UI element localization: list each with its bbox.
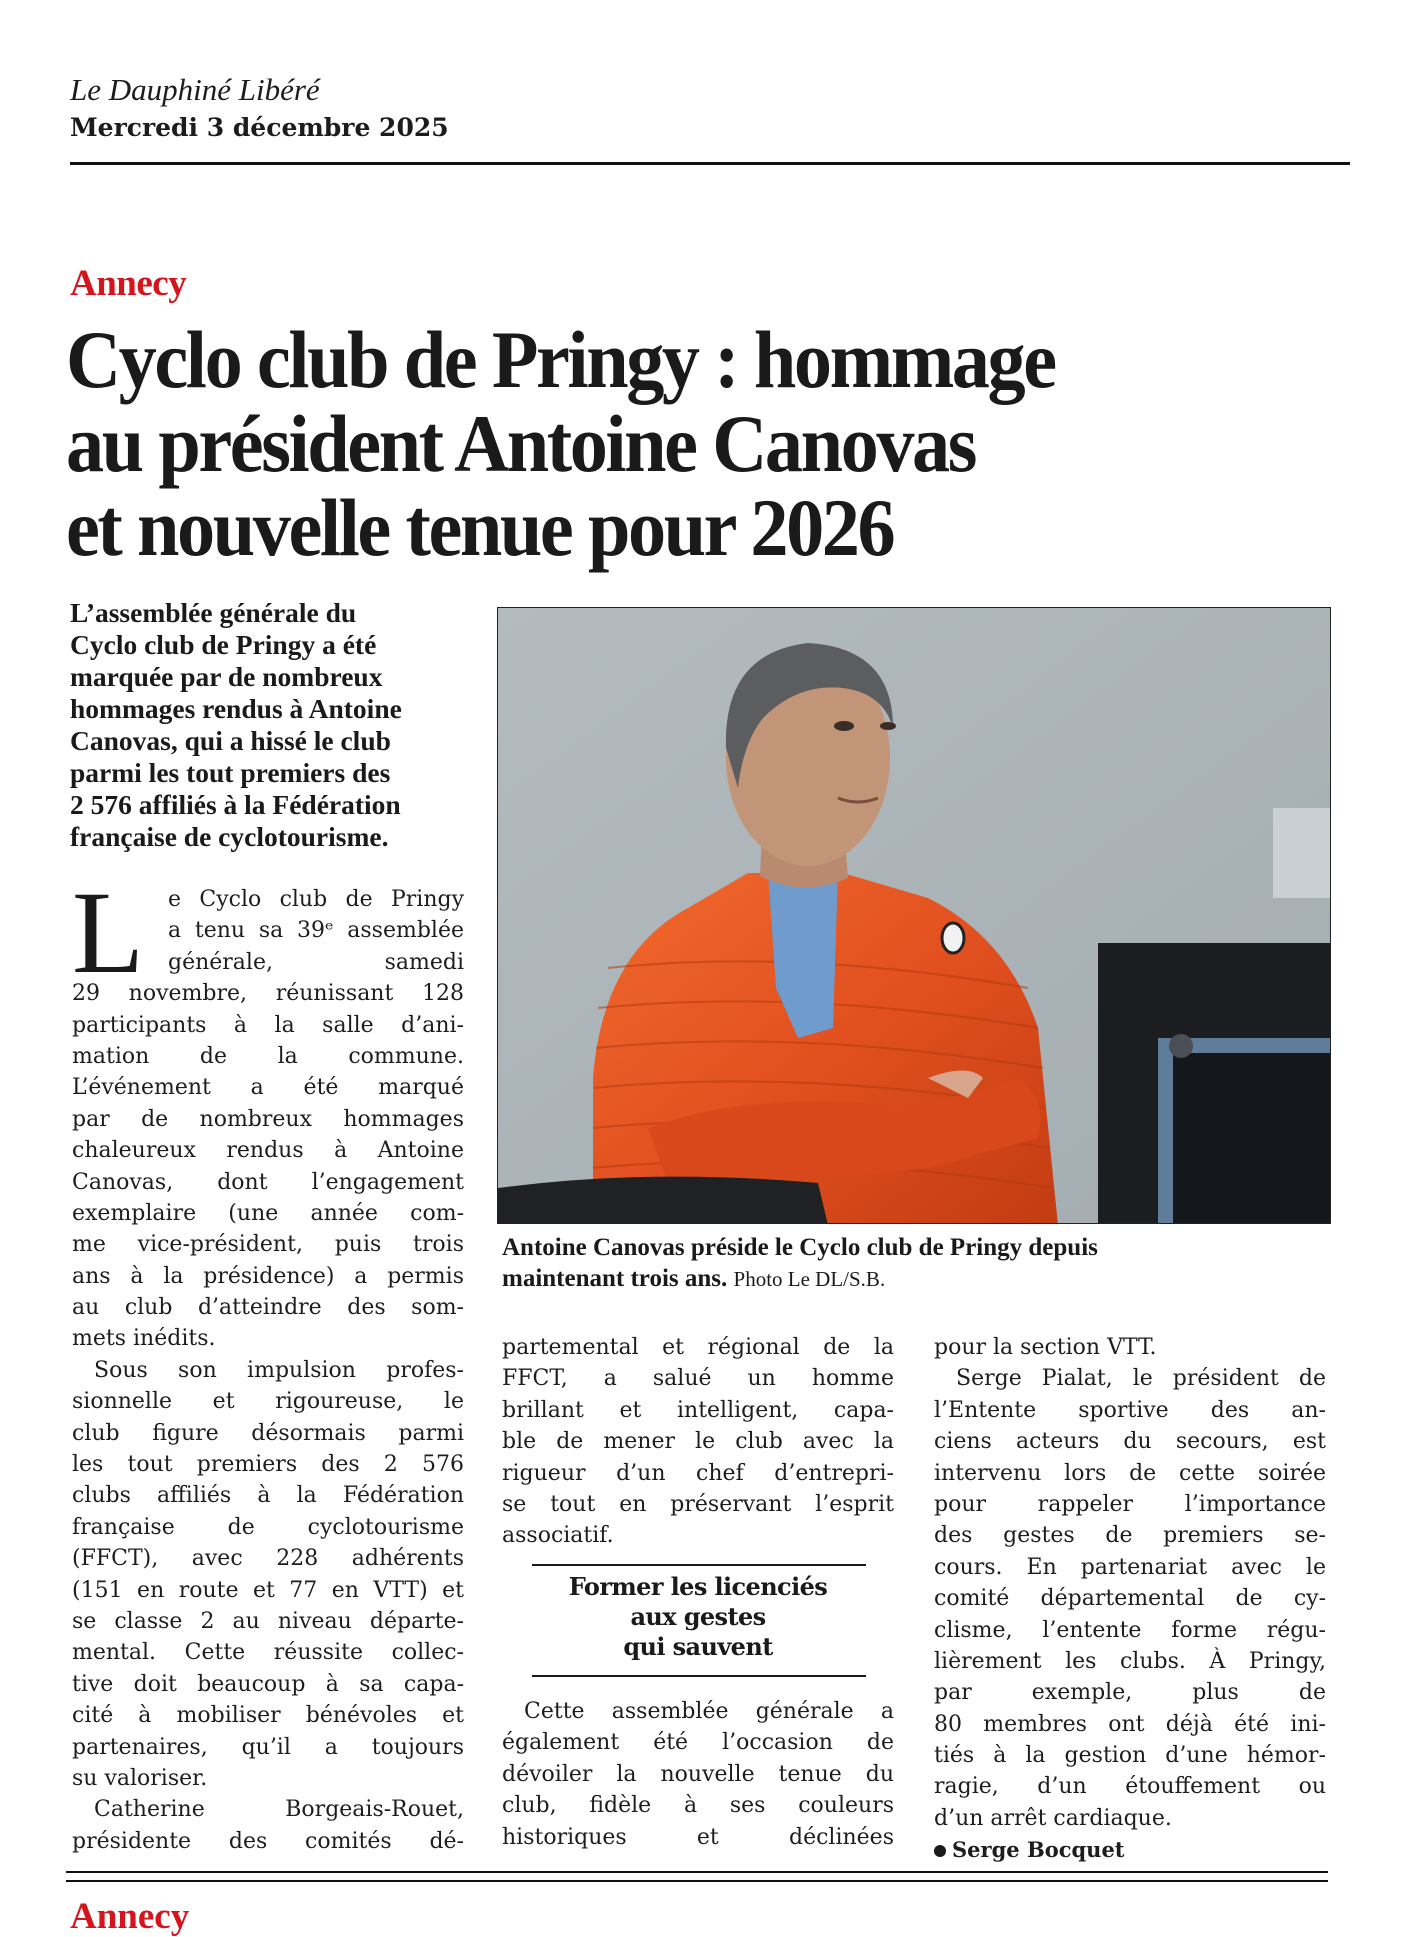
body-line: intervenu lors de cette soirée: [934, 1460, 1326, 1486]
headline-line: au président Antoine Canovas: [66, 398, 976, 489]
body-line: Catherine Borgeais-Rouet,: [94, 1797, 464, 1823]
body-line: clubs affiliés à la Fédération: [72, 1483, 464, 1509]
lead-line: 2 576 affiliés à la Fédération: [70, 789, 401, 820]
dark-bag: [498, 1177, 828, 1224]
body-line: Canovas, dont l’engagement: [72, 1169, 464, 1195]
body-line: 29 novembre, réunissant 128: [72, 981, 464, 1007]
body-line: partenaires, qu’il a toujours: [72, 1734, 464, 1760]
body-line: a tenu sa 39ᵉ assemblée: [168, 918, 464, 944]
body-line: comité départemental de cy-: [934, 1586, 1326, 1612]
body-line: pour la section VTT.: [934, 1335, 1157, 1360]
body-line: mental. Cette réussite collec-: [72, 1640, 464, 1666]
body-line: tive doit beaucoup à sa capa-: [72, 1671, 464, 1697]
lead-paragraph: [70, 597, 470, 853]
body-line: chaleureux rendus à Antoine: [72, 1138, 464, 1164]
body-line: su valoriser.: [72, 1765, 208, 1791]
body-line: e Cyclo club de Pringy: [168, 887, 464, 912]
photo-caption: [502, 1232, 1332, 1295]
body-line: club, fidèle à ses couleurs: [502, 1793, 894, 1819]
bullet-icon: [934, 1845, 946, 1857]
body-line: se classe 2 au niveau départe-: [72, 1608, 464, 1634]
body-line: FFCT, a salué un homme: [502, 1366, 894, 1392]
body-line: clisme, l’entente forme régu-: [934, 1617, 1326, 1643]
body-line: (FFCT), avec 228 adhérents: [72, 1546, 464, 1572]
article-photo: [497, 607, 1331, 1224]
subheading: [502, 1572, 894, 1662]
body-line: 80 membres ont déjà été ini-: [934, 1711, 1326, 1737]
body-line: cours. En partenariat avec le: [934, 1554, 1326, 1580]
footer-rule-bottom: [66, 1880, 1328, 1882]
body-line: Serge Pialat, le président de: [956, 1366, 1326, 1392]
body-line: participants à la salle d’ani-: [72, 1012, 464, 1038]
drop-cap: L: [72, 867, 145, 998]
body-line: tiés à la gestion d’une hémor-: [934, 1743, 1326, 1769]
body-line: mets inédits.: [72, 1326, 216, 1352]
lead-line: marquée par de nombreux: [70, 661, 383, 692]
body-line: les tout premiers des 2 576: [72, 1452, 464, 1478]
body-line: L’événement a été marqué: [72, 1075, 464, 1101]
body-line: dévoiler la nouvelle tenue du: [502, 1761, 894, 1787]
next-article-kicker: Annecy: [70, 1896, 190, 1937]
subhead-line: aux gestes: [630, 1602, 766, 1631]
lead-line: L’assemblée générale du: [70, 597, 357, 628]
subhead-bottom-rule: [532, 1675, 866, 1677]
caption-line: Antoine Canovas préside le Cyclo club de Pringy depuis: [502, 1234, 1098, 1261]
subhead-line: qui sauvent: [623, 1632, 773, 1661]
headline: [66, 314, 1266, 573]
caption-line: [502, 1263, 1332, 1295]
body-column-2: [502, 1332, 894, 1552]
body-line: associatif.: [502, 1523, 614, 1549]
body-line: ans à la présidence) a permis: [72, 1263, 464, 1289]
body-line: mation de la commune.: [72, 1043, 464, 1069]
photo-credit: Photo Le DL/S.B.: [733, 1267, 886, 1291]
issue-date: Mercredi 3 décembre 2025: [70, 113, 449, 142]
body-line: partemental et régional de la: [502, 1335, 894, 1360]
headline-line: Cyclo club de Pringy : hommage: [66, 314, 1055, 405]
body-line: des gestes de premiers se-: [934, 1523, 1326, 1549]
body-line: cité à mobiliser bénévoles et: [72, 1703, 464, 1729]
body-line: ble de mener le club avec la: [502, 1429, 894, 1455]
body-line: (151 en route et 77 en VTT) et: [72, 1577, 464, 1603]
body-line: exemplaire (une année com-: [72, 1200, 464, 1226]
body-line: également été l’occasion de: [502, 1730, 894, 1756]
body-column-2-continued: [502, 1696, 894, 1853]
body-line: française de cyclotourisme: [72, 1514, 464, 1540]
body-line: Cette assemblée générale a: [524, 1699, 894, 1724]
body-line: club figure désormais parmi: [72, 1420, 464, 1446]
body-line: sionnelle et rigoureuse, le: [72, 1389, 464, 1415]
subhead-top-rule: [532, 1564, 866, 1566]
body-line: générale, samedi: [168, 949, 464, 975]
body-line: par de nombreux hommages: [72, 1106, 464, 1132]
caption-text: maintenant trois ans.: [502, 1265, 728, 1292]
body-line: d’un arrêt cardiaque.: [934, 1805, 1172, 1831]
lead-line: hommages rendus à Antoine: [70, 693, 402, 724]
lead-line: parmi les tout premiers des: [70, 757, 391, 788]
body-line: Sous son impulsion profes-: [94, 1357, 464, 1383]
newspaper-title: Le Dauphiné Libéré: [70, 72, 320, 107]
lead-line: Canovas, qui a hissé le club: [70, 725, 391, 756]
body-line: lièrement les clubs. À Pringy,: [934, 1648, 1326, 1674]
body-line: historiques et déclinées: [502, 1824, 894, 1850]
header-rule: [70, 162, 1350, 165]
section-kicker: Annecy: [70, 263, 187, 304]
lead-line: Cyclo club de Pringy a été: [70, 629, 377, 660]
subhead-line: Former les licenciés: [568, 1572, 828, 1601]
body-line: ciens acteurs du secours, est: [934, 1429, 1326, 1455]
footer-rule-top: [66, 1871, 1328, 1873]
body-line: par exemple, plus de: [934, 1680, 1326, 1706]
body-line: présidente des comités dé-: [72, 1828, 464, 1854]
body-line: ragie, d’un étouffement ou: [934, 1774, 1326, 1800]
body-line: l’Entente sportive des an-: [934, 1397, 1326, 1423]
body-column-1: [72, 867, 464, 1857]
body-line: rigueur d’un chef d’entrepri-: [502, 1460, 894, 1486]
photo-illustration: [498, 608, 1331, 1224]
body-line: brillant et intelligent, capa-: [502, 1397, 894, 1423]
byline: [934, 1834, 1326, 1865]
body-column-3: [934, 1332, 1326, 1866]
body-line: au club d’atteindre des som-: [72, 1295, 464, 1321]
byline-author: Serge Bocquet: [952, 1837, 1125, 1863]
headline-line: et nouvelle tenue pour 2026: [66, 482, 894, 573]
body-line: se tout en préservant l’esprit: [502, 1491, 894, 1517]
body-line: me vice-président, puis trois: [72, 1232, 464, 1258]
lead-line: française de cyclotourisme.: [70, 821, 389, 852]
body-line: pour rappeler l’importance: [934, 1491, 1326, 1517]
